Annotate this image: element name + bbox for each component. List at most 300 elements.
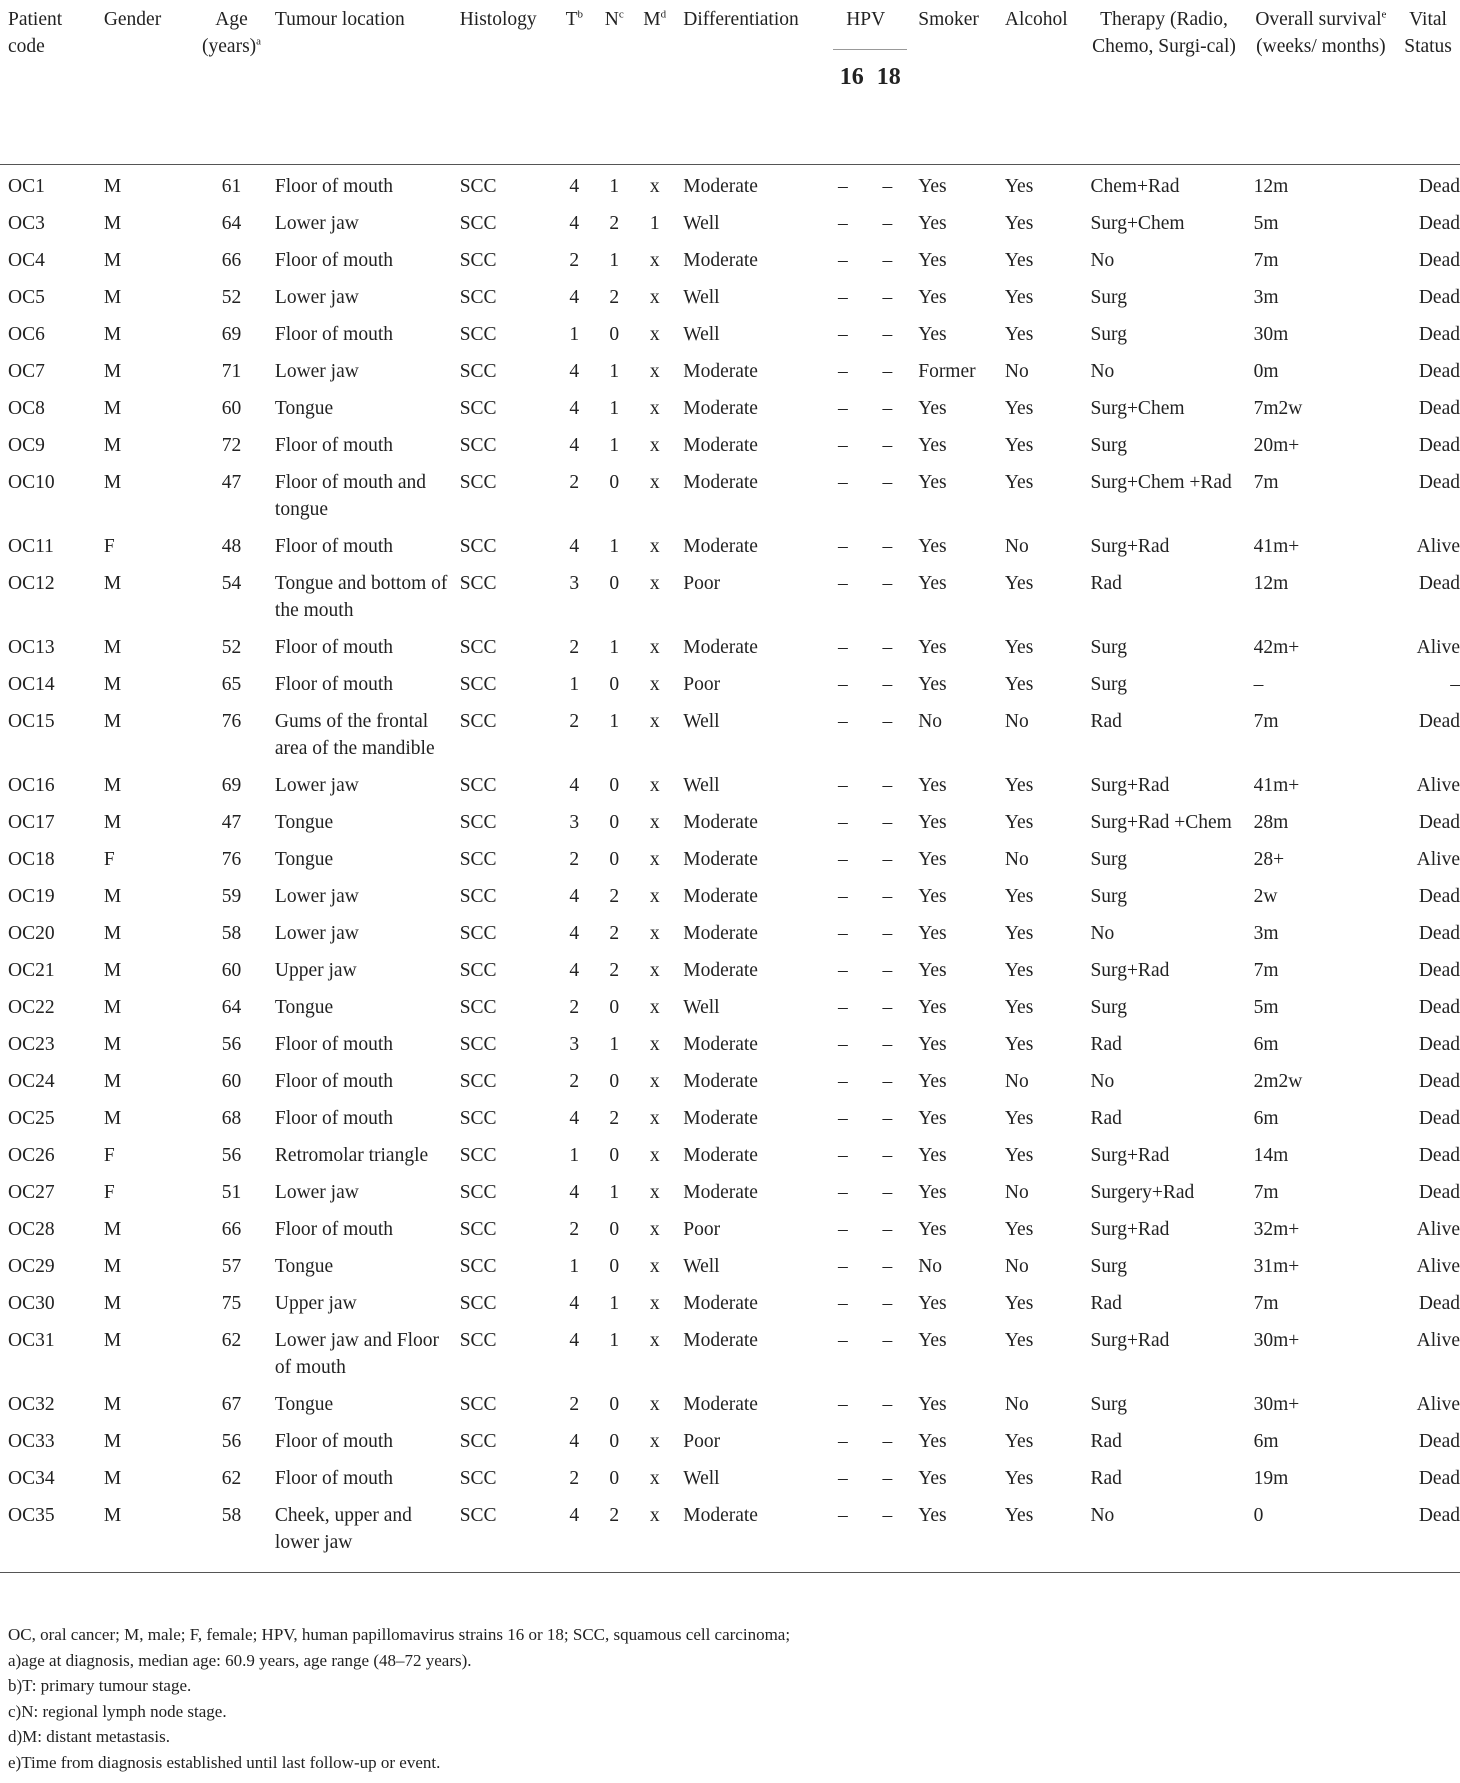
cell-vital-status: Dead [1418,923,1460,944]
cell-t-stage: 3 [569,1034,580,1055]
cell-vital-status: Dead [1418,361,1460,382]
cell-vital-status: Alive [1416,1256,1460,1277]
cell-hpv-16: – [838,176,848,197]
cell-vital-status: Dead [1418,1182,1460,1203]
cell-age: 75 [221,1293,242,1314]
cell-vital-status: Dead [1418,573,1460,594]
cell-vital-status: Dead [1418,997,1460,1018]
cell-differentiation: Moderate [683,1182,758,1203]
cell-alcohol: Yes [1004,472,1034,493]
cell-patient-code: OC24 [8,1071,55,1092]
cell-differentiation: Moderate [683,849,758,870]
cell-hpv-18: – [882,1468,893,1489]
cell-differentiation: Moderate [683,812,758,833]
cell-location: Lower jaw [274,1182,359,1203]
cell-m-stage: x [649,1293,660,1314]
cell-n-stage: 0 [609,1431,620,1452]
footnote-line: OC, oral cancer; M, male; F, female; HPV, human papillomavirus strains 16 or 18; SCC, squamous cell carcinoma; [8,1625,791,1644]
cell-m-stage: x [649,1034,660,1055]
cell-age: 71 [221,361,242,382]
cell-therapy: Surg [1090,997,1127,1018]
cell-differentiation: Well [683,1468,720,1489]
table-row [0,1420,1460,1457]
cell-survival: 31m+ [1253,1256,1300,1277]
cell-gender: M [103,250,122,271]
cell-t-stage: 4 [569,1431,580,1452]
cell-histology: SCC [459,1182,497,1203]
cell-location: Floor of mouth [274,1468,393,1489]
cell-smoker: Yes [918,1293,947,1314]
cell-therapy: Surg+Chem [1090,213,1185,234]
cell-gender: F [103,1145,115,1166]
cell-age: 52 [221,637,242,658]
cell-patient-code: OC18 [8,849,55,870]
cell-hpv-18: – [882,536,893,557]
cell-hpv-18: – [882,960,893,981]
cell-t-stage: 2 [569,711,580,732]
cell-n-stage: 0 [609,997,620,1018]
header-differentiation: Differentiation [675,0,821,165]
cell-gender: M [103,960,122,981]
cell-vital-status: Dead [1418,287,1460,308]
cell-differentiation: Moderate [683,176,758,197]
cell-histology: SCC [459,213,497,234]
header-histology: Histology [452,0,555,165]
table-row [0,838,1460,875]
cell-gender: M [103,176,122,197]
cell-differentiation: Moderate [683,250,758,271]
table-row [0,1319,1460,1383]
header-hpv-16: 16 [839,64,864,90]
cell-histology: SCC [459,1219,497,1240]
cell-t-stage: 2 [569,472,580,493]
cell-hpv-16: – [838,1182,848,1203]
cell-location: Lower jaw [274,361,359,382]
cell-alcohol: No [1004,1394,1029,1415]
cell-hpv-18: – [882,997,893,1018]
cell-vital-status: Dead [1418,1071,1460,1092]
cell-age: 60 [221,1071,242,1092]
table-row [0,1023,1460,1060]
cell-therapy: Surg+Rad [1090,1330,1170,1351]
cell-alcohol: Yes [1004,1219,1034,1240]
cell-vital-status: Alive [1416,1219,1460,1240]
cell-age: 47 [221,812,242,833]
cell-histology: SCC [459,1034,497,1055]
cell-age: 52 [221,287,242,308]
cell-differentiation: Moderate [675,1494,821,1573]
cell-t-stage: 4 [554,1494,594,1573]
cell-m-stage: x [649,886,660,907]
cell-patient-code: OC20 [8,923,55,944]
cell-gender: M [103,1071,122,1092]
cell-n-stage: 2 [609,923,620,944]
cell-differentiation: Well [683,324,720,345]
cell-alcohol: Yes [1004,573,1034,594]
cell-n-stage: 1 [609,1293,620,1314]
header-therapy: Therapy (Radio, Chemo, Surgi-cal) [1082,0,1245,165]
cell-n-stage: 2 [609,886,620,907]
footnote-line: b)T: primary tumour stage. [8,1676,192,1695]
cell-age: 66 [221,250,242,271]
cell-m-stage: x [649,812,660,833]
cell-patient-code: OC31 [8,1330,55,1351]
cell-age: 72 [221,435,242,456]
cell-location: Floor of mouth [274,1219,393,1240]
cell-smoker: Yes [918,176,947,197]
cell-histology: SCC [459,435,497,456]
cell-survival: 30m+ [1253,1330,1300,1351]
cell-survival: 28+ [1253,849,1285,870]
cell-survival: 0m [1253,361,1279,382]
cell-smoker: Yes [918,997,947,1018]
cell-alcohol: Yes [1004,287,1034,308]
cell-therapy: Surg+Chem [1090,398,1185,419]
cell-n-stage: 0 [609,674,620,695]
cell-location: Lower jaw [274,923,359,944]
cell-t-stage: 1 [569,1256,580,1277]
cell-histology: SCC [459,775,497,796]
table-row [0,276,1460,313]
cell-smoker: Yes [918,775,947,796]
table-row [0,1457,1460,1494]
cell-differentiation: Well [683,1256,720,1277]
cell-t-stage: 4 [569,923,580,944]
cell-vital-status: Dead [1418,960,1460,981]
cell-hpv-18: – [882,812,893,833]
cell-smoker: Yes [918,1330,947,1351]
cell-n-stage: 0 [609,775,620,796]
cell-t-stage: 2 [569,1468,580,1489]
cell-differentiation: Poor [683,1431,721,1452]
cell-age: 56 [221,1034,242,1055]
cell-smoker: Yes [918,287,947,308]
cell-hpv-18: – [882,674,893,695]
cell-therapy: Chem+Rad [1090,176,1180,197]
cell-patient-code: OC5 [8,287,45,308]
cell-alcohol: No [1004,1182,1029,1203]
cell-survival: 14m [1253,1145,1289,1166]
cell-differentiation: Well [683,287,720,308]
cell-alcohol: No [1004,1071,1029,1092]
footnote-line: d)M: distant metastasis. [8,1727,170,1746]
table-row [0,663,1460,700]
cell-hpv-18: – [882,775,893,796]
cell-differentiation: Moderate [683,1071,758,1092]
cell-hpv-18: – [882,250,893,271]
cell-location: Gums of the frontal area of the mandible [274,711,435,759]
table-row [0,1208,1460,1245]
cell-age: 76 [221,849,242,870]
cell-gender: M [103,324,122,345]
cell-survival: 28m [1253,812,1289,833]
cell-patient-code: OC16 [8,775,55,796]
cell-t-stage: 3 [569,573,580,594]
cell-n-stage: 1 [609,250,620,271]
cell-hpv-16: – [838,637,848,658]
cell-gender: M [103,886,122,907]
cell-gender: M [103,287,122,308]
cell-hpv-18: – [882,849,893,870]
cell-location: Tongue [274,812,334,833]
cell-t-stage: 4 [569,176,580,197]
cell-hpv-18: – [882,1108,893,1129]
cell-m-stage: x [649,711,660,732]
cell-therapy: Rad [1090,1431,1122,1452]
cell-age: 62 [221,1330,242,1351]
cell-smoker: Yes [918,849,947,870]
cell-location: Floor of mouth [274,435,393,456]
cell-alcohol: No [1004,1256,1029,1277]
cell-survival: 7m [1253,711,1279,732]
cell-therapy: Surg+Rad +Chem [1090,812,1232,833]
cell-t-stage: 1 [569,1145,580,1166]
table-row [0,1494,1460,1573]
cell-t-stage: 2 [569,637,580,658]
cell-m-stage: x [649,1219,660,1240]
cell-n-stage: 1 [609,176,620,197]
cell-hpv-18: – [882,324,893,345]
cell-histology: SCC [459,960,497,981]
cell-alcohol: Yes [1004,637,1034,658]
cell-hpv-16: – [838,923,848,944]
cell-smoker: Yes [918,324,947,345]
cell-age: 64 [221,997,242,1018]
cell-gender: M [103,637,122,658]
cell-patient-code: OC34 [8,1468,55,1489]
cell-therapy: Surg+Rad [1090,1145,1170,1166]
cell-gender: M [103,1431,122,1452]
cell-n-stage: 0 [609,1394,620,1415]
cell-m-stage: x [649,435,660,456]
cell-survival: 7m [1253,250,1279,271]
cell-m-stage: x [649,398,660,419]
cell-t-stage: 2 [569,250,580,271]
cell-patient-code: OC12 [8,573,55,594]
header-t: $T^b$ [554,0,594,165]
cell-smoker: Yes [918,1431,947,1452]
cell-patient-code: OC7 [8,361,45,382]
cell-gender: M [103,674,122,695]
cell-gender: M [103,1219,122,1240]
cell-histology: SCC [459,573,497,594]
cell-t-stage: 4 [569,960,580,981]
cell-gender: M [103,812,122,833]
cell-gender: M [103,1330,122,1351]
cell-patient-code: OC17 [8,812,55,833]
cell-differentiation: Well [683,775,720,796]
cell-gender: M [103,573,122,594]
cell-histology: SCC [459,1293,497,1314]
table-row [0,1171,1460,1208]
cell-t-stage: 4 [569,775,580,796]
cell-gender: M [103,1256,122,1277]
cell-therapy: Surg [1090,674,1127,695]
cell-t-stage: 4 [569,213,580,234]
table-row [0,1134,1460,1171]
cell-patient-code: OC11 [8,536,54,557]
cell-patient-code: OC6 [8,324,45,345]
cell-histology: SCC [459,250,497,271]
cell-location: Floor of mouth and tongue [274,472,427,520]
cell-hpv-18: – [882,711,893,732]
cell-hpv-16: – [838,1145,848,1166]
cell-differentiation: Moderate [683,1394,758,1415]
cell-location: Floor of mouth [274,637,393,658]
cell-smoker: Yes [918,674,947,695]
cell-smoker: Yes [918,960,947,981]
cell-hpv-18: – [882,1182,893,1203]
cell-n-stage: 0 [609,812,620,833]
cell-histology: SCC [459,287,497,308]
cell-survival: 0 [1246,1494,1397,1573]
cell-hpv-16: – [838,775,848,796]
cell-gender: M [96,1494,196,1573]
cell-gender: M [103,1468,122,1489]
cell-alcohol: Yes [1004,398,1034,419]
cell-age: 64 [221,213,242,234]
cell-smoker: Yes [918,472,947,493]
cell-age: 48 [221,536,242,557]
cell-alcohol: Yes [1004,674,1034,695]
cell-m-stage: x [649,324,660,345]
cell-smoker: Yes [918,398,947,419]
cell-histology: SCC [452,1494,555,1573]
cell-differentiation: Moderate [683,1145,758,1166]
cell-m-stage: x [649,1108,660,1129]
cell-hpv-16: – [838,1330,848,1351]
cell-hpv-18: – [882,1034,893,1055]
cell-therapy: No [1090,1071,1115,1092]
cell-n-stage: 1 [609,398,620,419]
cell-patient-code: OC1 [8,176,45,197]
cell-gender: M [103,1034,122,1055]
cell-therapy: Surg+Rad [1090,1219,1170,1240]
cell-n-stage: 1 [609,361,620,382]
cell-alcohol: Yes [1004,435,1034,456]
cell-hpv-18: – [865,1494,911,1573]
cell-therapy: Surg [1090,435,1127,456]
cell-alcohol: Yes [1004,1145,1034,1166]
cell-age: 51 [221,1182,242,1203]
cell-location: Tongue [274,1394,334,1415]
header-gender: Gender [96,0,196,165]
cell-therapy: Rad [1090,711,1122,732]
cell-vital-status: Dead [1418,886,1460,907]
footnote-line: a)age at diagnosis, median age: 60.9 years, age range (48–72 years). [8,1650,472,1670]
cell-vital-status: – [1450,674,1460,695]
cell-location: Tongue [274,849,334,870]
cell-alcohol: Yes [1004,1293,1034,1314]
table-row [0,949,1460,986]
cell-differentiation: Well [683,711,720,732]
cell-histology: SCC [459,472,497,493]
cell-age: 56 [221,1431,242,1452]
table-row [0,461,1460,525]
cell-vital-status: Dead [1418,1145,1460,1166]
cell-therapy: No [1090,923,1115,944]
cell-location: Upper jaw [274,960,357,981]
header-location: Tumour location [267,0,452,165]
cell-hpv-16: – [838,213,848,234]
cell-differentiation: Poor [683,1219,721,1240]
cell-location: Floor of mouth [274,1108,393,1129]
cell-alcohol: No [1004,711,1029,732]
cell-therapy: Surgery+Rad [1090,1182,1195,1203]
table-row [0,912,1460,949]
cell-histology: SCC [459,849,497,870]
cell-alcohol: No [1004,536,1029,557]
cell-m-stage: x [649,573,660,594]
cell-histology: SCC [459,1256,497,1277]
cell-alcohol: Yes [1004,1431,1034,1452]
cell-hpv-16: – [838,398,848,419]
cell-m-stage: x [649,1330,660,1351]
cell-alcohol: Yes [1004,812,1034,833]
cell-n-stage: 2 [609,213,620,234]
cell-t-stage: 4 [569,1330,580,1351]
cell-differentiation: Well [683,997,720,1018]
cell-survival: 3m [1253,287,1279,308]
cell-n-stage: 2 [594,1494,634,1573]
cell-t-stage: 2 [569,1071,580,1092]
cell-vital-status: Dead [1418,1293,1460,1314]
cell-hpv-18: – [882,287,893,308]
cell-smoker: Yes [918,1034,947,1055]
cell-histology: SCC [459,361,497,382]
cell-histology: SCC [459,1330,497,1351]
cell-n-stage: 0 [609,1256,620,1277]
cell-smoker: Yes [918,1219,947,1240]
cell-survival: 32m+ [1253,1219,1300,1240]
cell-patient-code: OC19 [8,886,55,907]
cell-patient-code: OC21 [8,960,55,981]
cell-patient-code: OC33 [8,1431,55,1452]
cell-age: 58 [196,1494,267,1573]
cell-hpv-18: – [882,361,893,382]
cell-n-stage: 1 [609,435,620,456]
cell-survival: 41m+ [1253,536,1300,557]
cell-hpv-16: – [838,1394,848,1415]
cell-survival: 19m [1253,1468,1289,1489]
cell-histology: SCC [459,1145,497,1166]
cell-hpv-18: – [882,573,893,594]
cell-gender: F [103,1182,115,1203]
cell-smoker: Yes [918,923,947,944]
cell-survival: 6m [1253,1034,1279,1055]
cell-histology: SCC [459,997,497,1018]
cell-m-stage: x [649,960,660,981]
cell-m-stage: x [649,1256,660,1277]
cell-t-stage: 4 [569,886,580,907]
cell-patient-code: OC29 [8,1256,55,1277]
cell-survival: 42m+ [1253,637,1300,658]
header-hpv: HPV 16 18 [821,0,910,165]
cell-alcohol: Yes [1004,1034,1034,1055]
header-smoker: Smoker [910,0,997,165]
cell-age: 60 [221,398,242,419]
cell-gender: M [103,997,122,1018]
cell-t-stage: 4 [569,287,580,308]
cell-vital-status: Dead [1418,1468,1460,1489]
cell-alcohol: No [1004,361,1029,382]
cell-hpv-18: – [882,1145,893,1166]
cell-m-stage: x [649,536,660,557]
cell-hpv-16: – [838,1293,848,1314]
cell-location: Lower jaw and Floor of mouth [274,1330,439,1378]
cell-alcohol: Yes [1004,997,1034,1018]
cell-vital-status: Dead [1418,1034,1460,1055]
